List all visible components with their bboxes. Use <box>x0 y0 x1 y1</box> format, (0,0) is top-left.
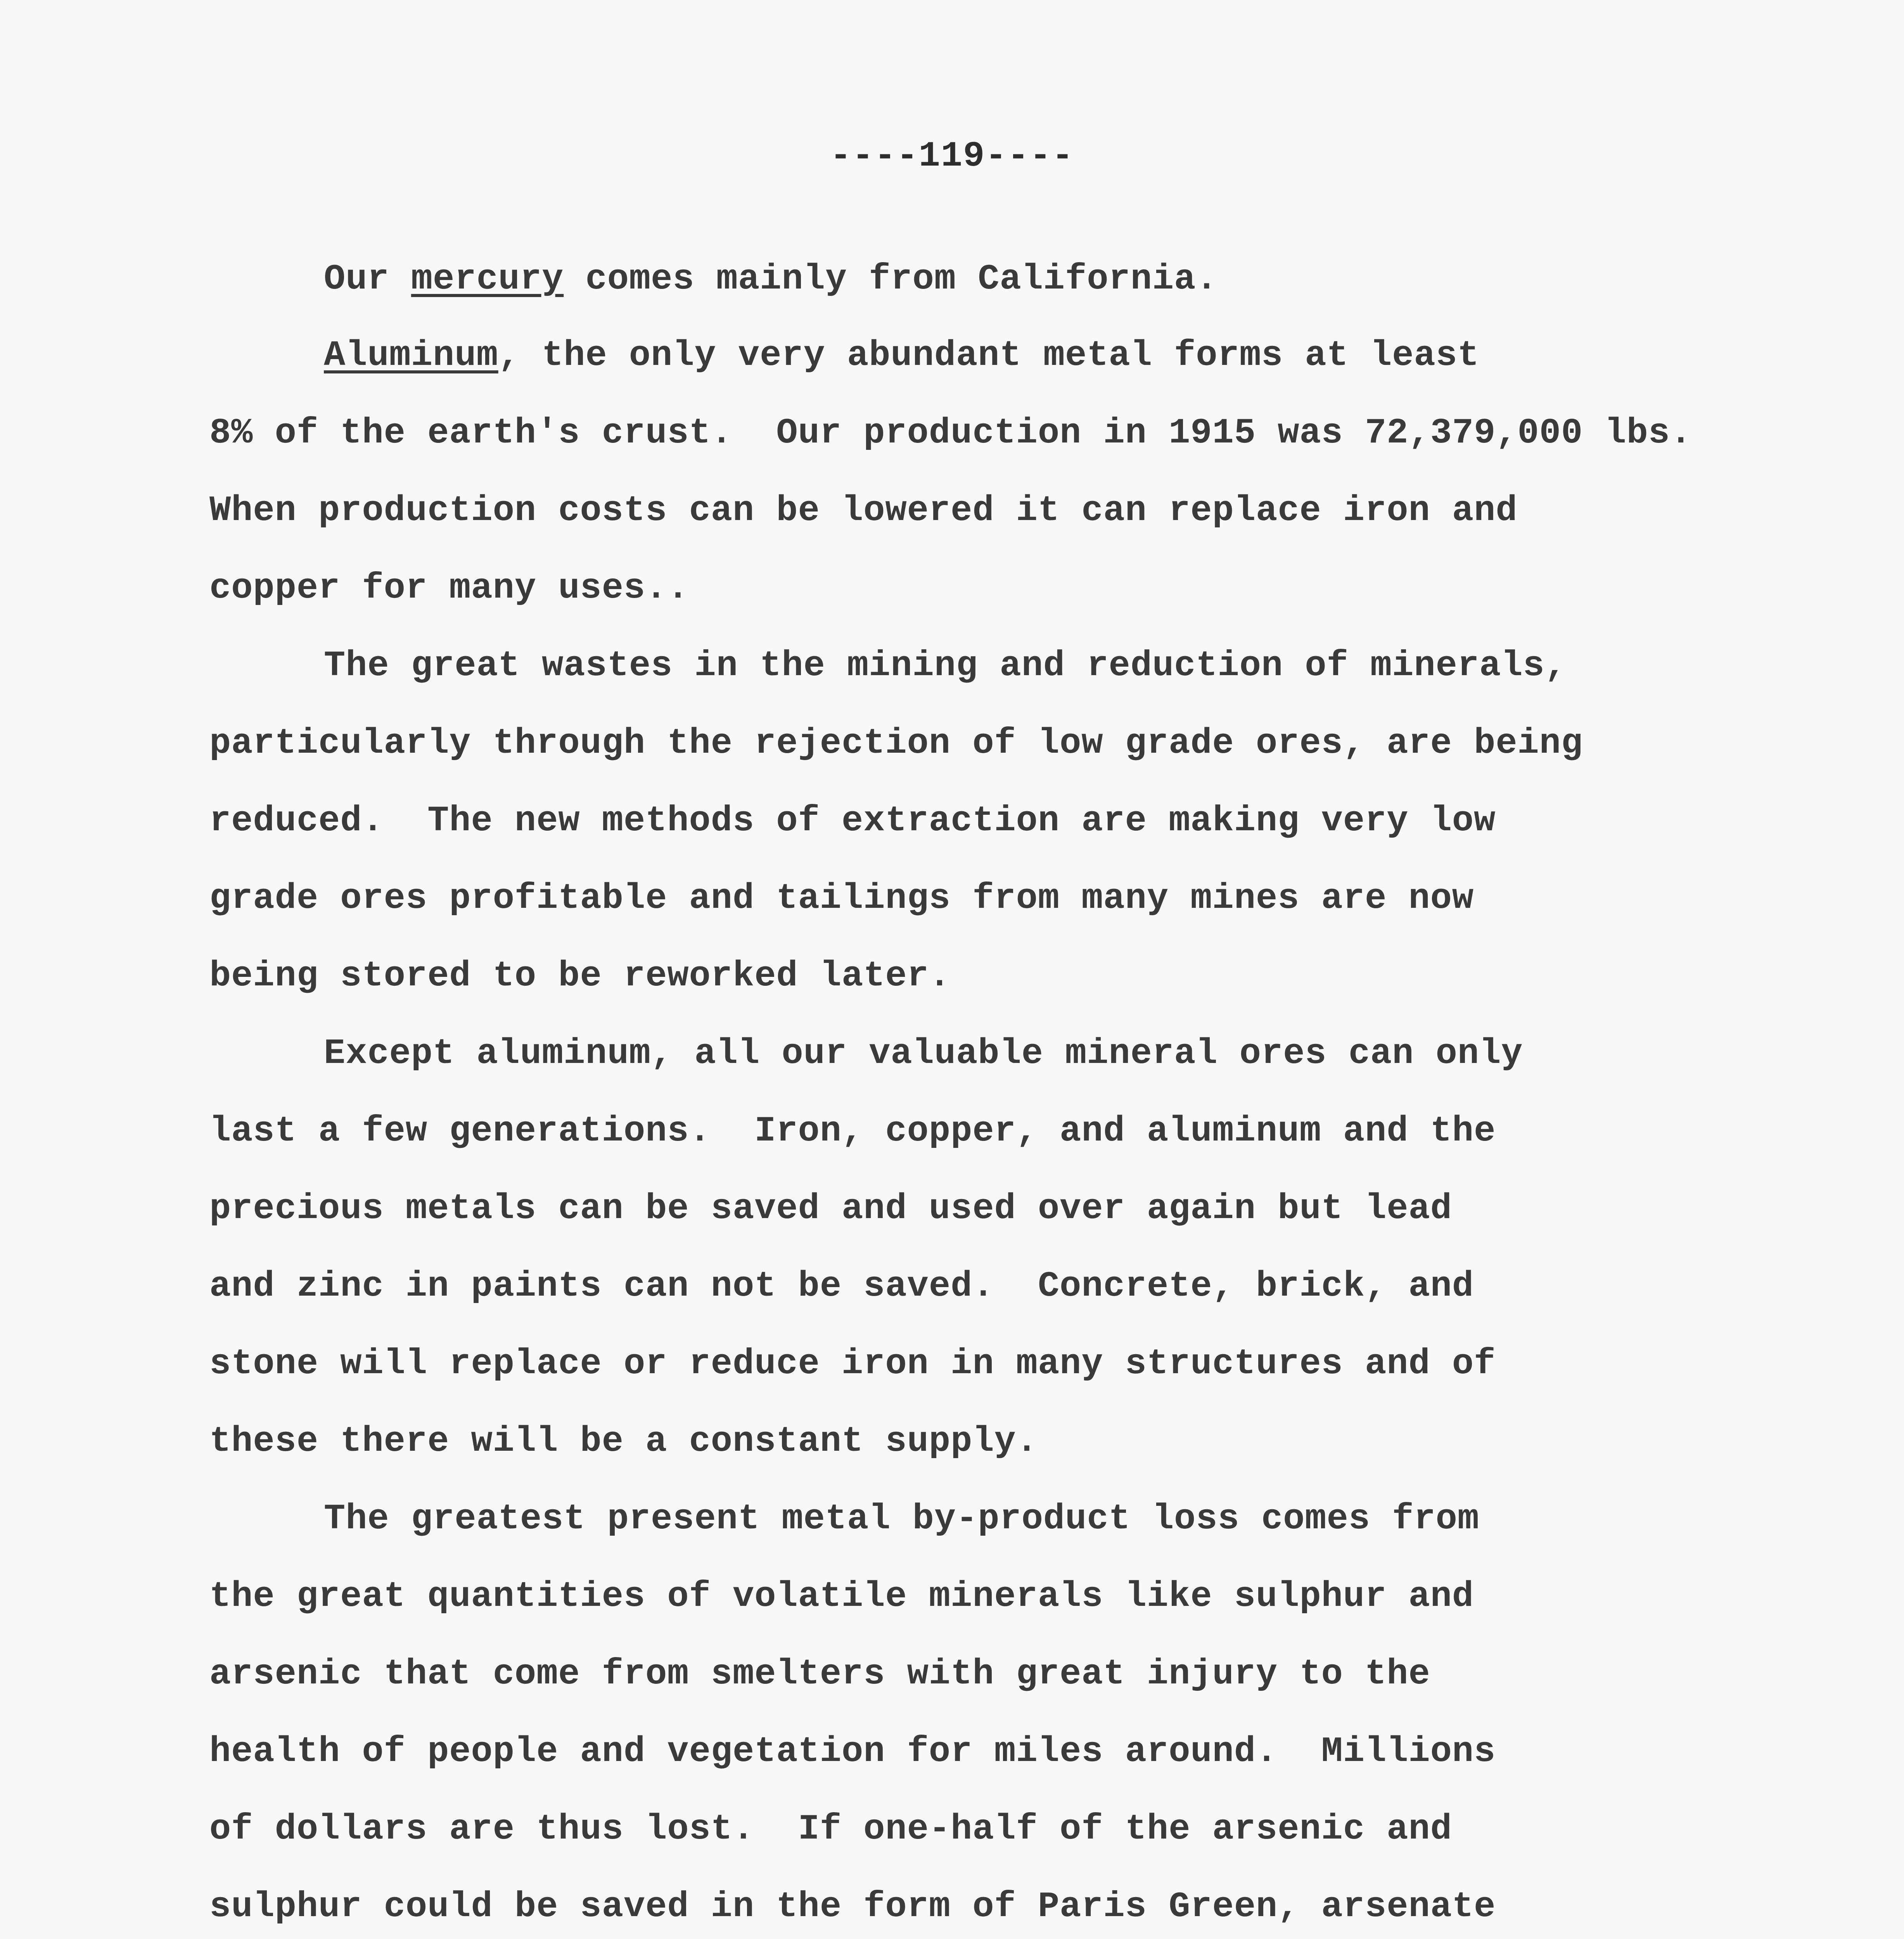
text-line: health of people and vegetation for miles around. Millions <box>209 1731 1496 1772</box>
text-line: of dollars are thus lost. If one-half of the arsenic and <box>209 1809 1452 1849</box>
text-line: reduced. The new methods of extraction are making very low <box>209 800 1496 841</box>
text-line: sulphur could be saved in the form of Paris Green, arsenate <box>209 1886 1496 1927</box>
text-line: stone will replace or reduce iron in many structures and of <box>209 1343 1496 1384</box>
text-line: these there will be a constant supply. <box>209 1421 1038 1462</box>
text-line: and zinc in paints can not be saved. Concrete, brick, and <box>209 1266 1474 1306</box>
text-line: Our mercury comes mainly from California. <box>324 259 1218 299</box>
text-line: The greatest present metal by-product loss comes from <box>324 1498 1480 1539</box>
text-line: arsenic that come from smelters with great injury to the <box>209 1654 1430 1694</box>
text-line: 8% of the earth's crust. Our production in 1915 was 72,379,000 lbs. <box>209 413 1692 453</box>
text-line: The great wastes in the mining and reduction of minerals, <box>324 645 1567 686</box>
page-number: ----119---- <box>830 136 1074 176</box>
text-line: the great quantities of volatile minerals like sulphur and <box>209 1576 1474 1617</box>
text-line: last a few generations. Iron, copper, and aluminum and the <box>209 1111 1496 1151</box>
text-line: When production costs can be lowered it can replace iron and <box>209 490 1518 531</box>
text-line: being stored to be reworked later. <box>209 956 951 996</box>
text-line: particularly through the rejection of low grade ores, are being <box>209 723 1583 764</box>
text-line: Except aluminum, all our valuable mineral ores can only <box>324 1033 1523 1074</box>
text-line: grade ores profitable and tailings from many mines are now <box>209 878 1474 919</box>
underlined-word: Aluminum <box>324 335 498 376</box>
text-line: copper for many uses.. <box>209 568 689 608</box>
text-line: Aluminum, the only very abundant metal forms at least <box>324 335 1480 376</box>
underlined-word: mercury <box>411 259 564 299</box>
text-line: precious metals can be saved and used over again but lead <box>209 1188 1452 1229</box>
